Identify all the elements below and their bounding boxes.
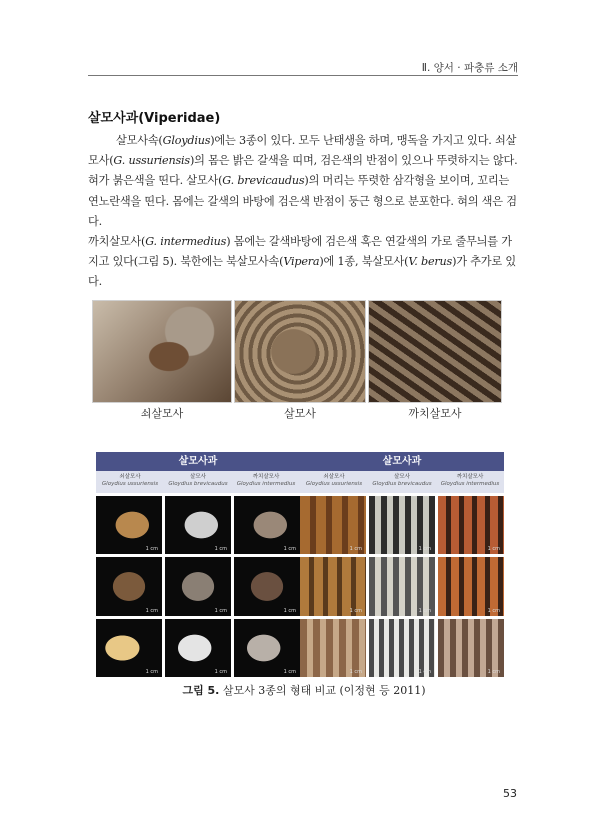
column-header: 까치살모사 Gloydius intermedius (236, 474, 296, 487)
head-photo: 1 cm (165, 619, 231, 677)
figure-caption (88, 682, 520, 698)
photo-brevicaudus (234, 300, 366, 403)
head-photo: 1 cm (234, 557, 300, 615)
body-text (88, 131, 520, 293)
comparison-panel-bodies (300, 452, 504, 680)
photo-caption-2: 살모사 (284, 407, 316, 420)
text-run: 살모사속( (116, 134, 163, 147)
column-header: 살모사 Gloydius brevicaudus (168, 474, 228, 487)
figure-label: 그림 5. (182, 684, 220, 697)
head-photo: 1 cm (165, 496, 231, 554)
panel-column-headers (300, 471, 504, 493)
body-photo: 1 cm (369, 557, 435, 615)
body-photo: 1 cm (438, 496, 504, 554)
panel-title: 살모사과 (96, 452, 300, 471)
body-photo: 1 cm (369, 496, 435, 554)
body-photo: 1 cm (300, 557, 366, 615)
body-photo: 1 cm (300, 619, 366, 677)
scientific-name: G. ussuriensis (113, 154, 190, 168)
body-image-grid (300, 496, 504, 677)
text-run: ) 몸에는 갈색바탕에 검은색 혹은 연갈색의 가로 줄무늬를 가지고 있다(그림 5). 북한에는 북살모사속( (88, 235, 512, 269)
photo-ussuriensis (92, 300, 232, 403)
head-photo: 1 cm (234, 496, 300, 554)
scientific-name: V. berus (408, 255, 453, 269)
running-header: Ⅱ. 양서 · 파충류 소개 (421, 62, 518, 74)
photo-intermedius (368, 300, 502, 403)
page-number: 53 (503, 787, 517, 800)
text-run: )의 몸은 밝은 갈색을 띠며, 검은색의 반점이 있으나 뚜렷하지는 않다. 혀가 붉은색을 띤다. 살모사( (88, 154, 518, 188)
column-header: 까치살모사 Gloydius intermedius (440, 474, 500, 487)
scientific-name: G. intermedius (145, 235, 227, 249)
paragraph-2 (88, 232, 520, 293)
scientific-name: Vipera (283, 255, 320, 269)
column-header: 쇠살모사 Gloydius ussuriensis (305, 474, 363, 487)
panel-title: 살모사과 (300, 452, 504, 471)
head-photo: 1 cm (96, 619, 162, 677)
text-run: )에 1종, 북살모사( (319, 255, 409, 269)
head-photo: 1 cm (234, 619, 300, 677)
body-photo: 1 cm (300, 496, 366, 554)
section-title: 살모사과(Viperidae) (88, 111, 221, 126)
paragraph-1 (88, 131, 520, 232)
column-header: 쇠살모사 Gloydius ussuriensis (101, 474, 159, 487)
scientific-name: Gloydius (162, 134, 211, 147)
text-run: )의 머리는 뚜렷한 삼각형을 보이며, 꼬리는 연노란색을 띤다. 몸에는 갈색의 바탕에 검은색 반점이 둥근 형으로 분포한다. 혀의 색은 검다. (88, 174, 517, 228)
body-photo: 1 cm (438, 557, 504, 615)
text-run: )에는 3종이 있다. 모두 난태생을 하며, 맹독을 가지고 있다. 쇠살모사( (88, 134, 517, 168)
head-image-grid (96, 496, 300, 677)
panel-column-headers (96, 471, 300, 493)
head-photo: 1 cm (165, 557, 231, 615)
body-photo: 1 cm (369, 619, 435, 677)
body-photo: 1 cm (438, 619, 504, 677)
head-photo: 1 cm (96, 496, 162, 554)
figure-caption-text: 살모사 3종의 형태 비교 (이정현 등 2011) (219, 684, 426, 697)
text-run: 까치살모사( (88, 235, 146, 249)
text-run: )가 추가로 있다. (88, 255, 516, 289)
head-photo: 1 cm (96, 557, 162, 615)
scientific-name: G. brevicaudus (222, 174, 305, 188)
photo-caption-3: 까치살모사 (408, 407, 462, 420)
column-header: 살모사 Gloydius brevicaudus (372, 474, 432, 487)
header-divider (88, 75, 518, 76)
photo-caption-1: 쇠살모사 (140, 407, 184, 420)
comparison-panel-heads (96, 452, 300, 680)
